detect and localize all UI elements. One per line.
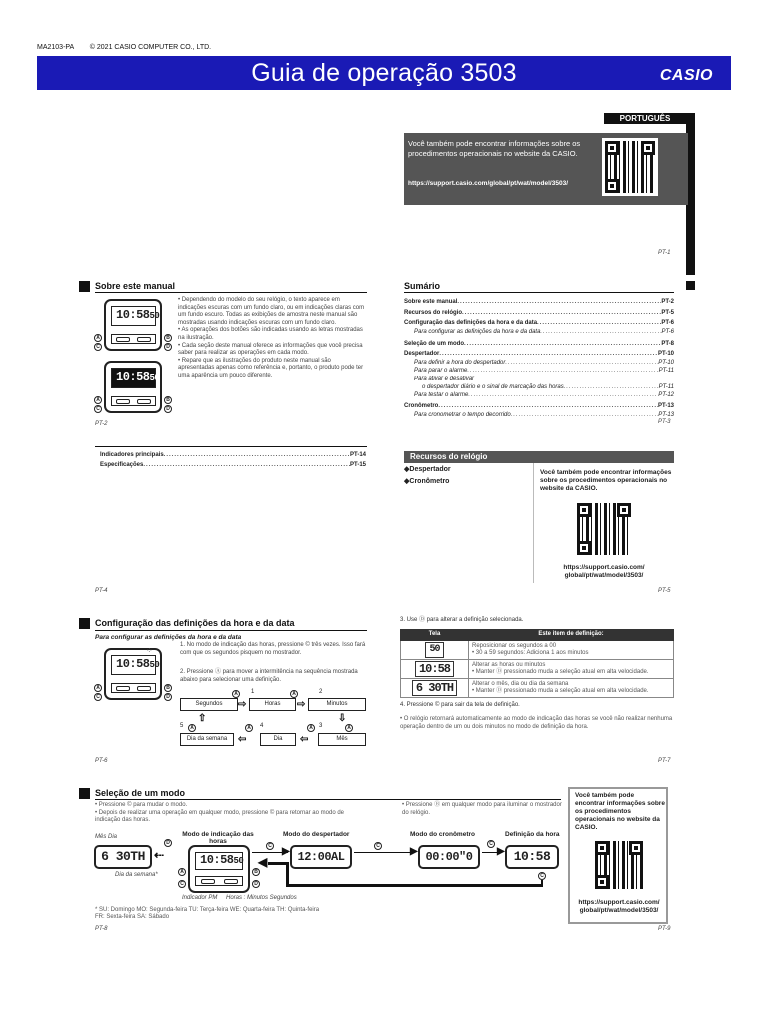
button-d-label: D: [164, 693, 172, 701]
flow-num: 2: [319, 689, 323, 695]
toc-item[interactable]: Para configurar as definições da hora e da data ..... PT-6: [404, 328, 674, 339]
page-number: PT-1: [658, 250, 671, 256]
divider: [95, 292, 367, 293]
button-b-label: B: [164, 396, 172, 404]
button-d-label: D: [164, 405, 172, 413]
button-a-label: A: [345, 724, 353, 732]
table-cell: Alterar o mês, dia ou dia da semana • Manter Ⓓ pressionado muda a seleção atual em alta velocidade.: [469, 678, 674, 697]
button-a-label: A: [290, 690, 298, 698]
mode-bullet-light: • Pressione Ⓑ em qualquer modo para iluminar o mostrador do relógio.: [402, 802, 562, 816]
return-line: [286, 884, 543, 887]
divider: [533, 463, 534, 583]
toc-item[interactable]: Para cronometrar o tempo decorrido ..... PT-13: [404, 411, 674, 419]
table-header: Este item de definição:: [469, 630, 674, 641]
arrow-left-icon: ⇦: [300, 734, 309, 745]
title-banner: [37, 56, 731, 90]
mode-label-timekeeping: Modo de indicação das horas: [182, 831, 254, 845]
list-item: • As operações dos botões são indicadas usando as letras mostradas na ilustração.: [178, 327, 363, 341]
lcd-alarm-display: 12:00AL: [290, 845, 352, 869]
page-number: PT-6: [95, 758, 108, 764]
features-info-text: Você também pode encontrar informações sobre os procedimentos operacionais no website da CASIO.: [540, 469, 672, 492]
features-url[interactable]: https://support.casio.com/ global/pt/wat/model/3503/: [563, 564, 645, 579]
casio-logo: CASIO: [659, 67, 713, 84]
table-of-contents: [404, 297, 674, 419]
config-step-3: 3. Use Ⓓ para alterar a definição selecionada.: [400, 617, 524, 623]
mode-info-url[interactable]: https://support.casio.com/ global/pt/wat/model/3503/: [578, 899, 660, 914]
lcd-date: 6 30TH: [412, 680, 457, 696]
flow-weekday: Dia da semana: [180, 733, 234, 746]
list-item: ◆Despertador: [404, 466, 451, 473]
arrow-right-icon: ▶: [497, 846, 505, 857]
mode-label-stopwatch: Modo do cronômetro: [410, 831, 475, 838]
button-c-label: C: [94, 343, 102, 351]
weekday-footnote: * SU: Domingo MO: Segunda-feira TU: Terça-feira WE: Quarta-feira TH: Quinta-feira FR: Sexta-feira SA: Sábado: [95, 907, 320, 920]
page-number: PT-2: [95, 421, 108, 427]
arrow-right-icon: ⇨: [238, 699, 247, 710]
cover-info-text: Você também pode encontrar informações sobre os procedimentos operacionais no website da CASIO.: [408, 139, 581, 158]
toc-item[interactable]: Para testar o alarme ..... PT-12: [404, 391, 674, 402]
config-step-1: 1. No modo de indicação das horas, pressione © três vezes. Isso fará com que os segundos pisquem no mostrador.: [180, 642, 366, 656]
button-c-label: C: [538, 872, 546, 880]
flow-month: Mês: [318, 733, 366, 746]
button-b-label: B: [252, 868, 260, 876]
mode-info-text: Você também pode encontrar informações sobre os procedimentos operacionais no website da CASIO.: [575, 792, 665, 831]
list-item: • Pressione © para mudar o modo.: [95, 802, 188, 808]
watch-illustration-dark: 10:5850: [104, 361, 162, 413]
table-header-row: [401, 630, 674, 641]
button-b-label: B: [164, 334, 172, 342]
config-subtitle: Para configurar as definições da hora e da data: [95, 634, 242, 641]
flow-hours: Horas: [249, 698, 296, 711]
page-title: Guia de operação 3503: [251, 59, 517, 87]
flow-minutes: Minutos: [308, 698, 366, 711]
button-a-label: A: [94, 396, 102, 404]
arrow-right-icon: ⇨: [297, 699, 306, 710]
button-c-label: C: [487, 840, 495, 848]
divider: [95, 446, 367, 447]
config-step-4: 4. Pressione © para sair da tela de definição.: [400, 702, 520, 708]
button-c-label: C: [94, 693, 102, 701]
lcd-stopwatch-display: 00:00"0: [418, 845, 480, 869]
settings-table: [400, 629, 674, 698]
section-title-config: Configuração das definições da hora e da data: [95, 618, 295, 628]
toc-item[interactable]: Seleção de um modo ..... PT-8: [404, 339, 674, 350]
toc-item[interactable]: Especificações ..... PT-15: [100, 460, 366, 470]
copyright: © 2021 CASIO COMPUTER CO., LTD.: [89, 44, 212, 51]
features-header: Recursos do relógio: [404, 451, 674, 463]
toc-item[interactable]: Despertador ..... PT-10: [404, 350, 674, 359]
arrow-right-icon: ▶: [410, 846, 418, 857]
mode-label-alarm: Modo do despertador: [283, 831, 350, 838]
toc-item[interactable]: Para definir a hora do despertador ..... PT-10: [404, 359, 674, 367]
section-title-mode: Seleção de um modo: [95, 788, 186, 798]
section-title-manual: Sobre este manual: [95, 281, 176, 291]
button-a-label: A: [178, 868, 186, 876]
button-d-label: D: [164, 343, 172, 351]
divider: [95, 799, 561, 800]
lcd-hours-minutes: 10:58: [415, 661, 454, 677]
button-a-label: A: [94, 334, 102, 342]
label-month-day: Mês Dia: [95, 834, 118, 840]
button-d-label: D: [252, 880, 260, 888]
lcd-seconds: 50: [425, 642, 443, 658]
flow-num: 5: [180, 723, 184, 729]
doc-code: MA2103-PA © 2021 CASIO COMPUTER CO., LTD.: [37, 44, 212, 51]
mode-info-box: [568, 787, 668, 924]
button-c-label: C: [94, 405, 102, 413]
table-cell: Reposicionar os segundos a 00 • 30 a 59 segundos: Adiciona 1 aos minutos: [469, 640, 674, 659]
toc-item[interactable]: Recursos do relógio ..... PT-5: [404, 308, 674, 319]
watch-timekeeping: 10:5850: [188, 845, 250, 893]
button-d-label: D: [164, 839, 172, 847]
button-a-label: A: [232, 690, 240, 698]
arrow-line: [354, 852, 414, 853]
table-cell: Alterar as horas ou minutos • Manter Ⓓ pressionado muda a seleção atual em alta velocidade.: [469, 659, 674, 678]
table-row: [401, 659, 674, 678]
mode-label-time-setting: Definição da hora: [505, 831, 560, 838]
cover-info-box: [404, 133, 688, 205]
section-marker: [79, 618, 90, 629]
features-list: [404, 466, 451, 487]
label-pm: Indicador PM: [182, 895, 218, 901]
list-item: • Depois de realizar uma operação em qualquer modo, pressione © para retornar ao modo de indicação das horas.: [95, 809, 344, 824]
arrow-right-icon: ▶: [282, 846, 290, 857]
arrow-dashed-icon: ⇠: [154, 848, 165, 862]
side-marker: [686, 281, 695, 290]
lcd-date-display: 6 30TH: [94, 845, 152, 869]
language-label: PORTUGUÊS: [604, 113, 686, 124]
arrow-left-icon: ◀: [258, 855, 268, 869]
page-number: PT-4: [95, 588, 108, 594]
button-c-label: C: [374, 842, 382, 850]
button-a-label: A: [188, 724, 196, 732]
list-item: ◆Cronômetro: [404, 477, 450, 485]
flow-num: 1: [251, 689, 255, 695]
flow-num: 4: [260, 723, 264, 729]
page-number: PT-5: [658, 588, 671, 594]
table-of-contents-cont: [100, 450, 366, 470]
list-item: • Repare que as ilustrações do produto neste manual são apresentadas apenas como referência e, portanto, o produto pode ter uma aparência um pouco diferente.: [178, 357, 364, 379]
arrow-up-icon: ⇧: [198, 713, 207, 724]
watch-illustration-light: 10:5850: [104, 299, 162, 351]
mode-bullets: [95, 802, 365, 825]
button-a-label: A: [245, 724, 253, 732]
config-note: • O relógio retornará automaticamente ao modo de indicação das horas se você não realizar nenhuma operação dentro de um ou dois minutos no modo de definição da hora.: [400, 716, 673, 730]
toc-item[interactable]: Configuração das definições da hora e da data ..... PT-6: [404, 319, 674, 328]
divider: [95, 630, 367, 631]
return-line: [286, 862, 289, 887]
toc-item: Para ativar e desativar: [414, 376, 475, 382]
button-c-label: C: [266, 842, 274, 850]
return-line: [268, 862, 289, 865]
flow-day: Dia: [260, 733, 296, 746]
qr-code-icon[interactable]: [592, 838, 646, 892]
arrow-down-icon: ⇩: [338, 713, 347, 724]
section-marker: [79, 788, 90, 799]
table-row: [401, 640, 674, 659]
config-step-2: 2. Pressione Ⓐ para mover a intermitência na sequência mostrada abaixo para selecionar uma definição.: [180, 669, 358, 683]
table-header: Tela: [401, 630, 469, 641]
section-title-summary: Sumário: [404, 281, 441, 291]
list-item: • Dependendo do modelo do seu relógio, o texto aparece em indicações escuras com um fundo claro, ou em indicações claras com um fundo escuro. Todas as exibições de amostra neste manual são mostradas usando indicações escuras com um fundo claro.: [178, 297, 365, 326]
flow-num: 3: [319, 723, 323, 729]
blink-icon: ⁘: [146, 646, 153, 655]
button-a-label: A: [307, 724, 315, 732]
button-a-label: A: [94, 684, 102, 692]
button-c-label: C: [178, 880, 186, 888]
manual-bullets: [178, 297, 366, 381]
page-number: PT-3: [658, 419, 671, 425]
toc-item[interactable]: Para parar o alarme ..... PT-11: [404, 367, 674, 376]
table-row: [401, 678, 674, 697]
cover-url[interactable]: https://support.casio.com/global/pt/wat/model/3503/: [408, 180, 568, 187]
arrow-left-icon: ⇦: [238, 734, 247, 745]
page-number: PT-9: [658, 926, 671, 932]
watch-illustration-setting: 10:5850: [104, 648, 162, 700]
button-b-label: B: [164, 684, 172, 692]
divider: [404, 292, 674, 293]
label-hms: Horas : Minutos Segundos: [226, 895, 297, 901]
qr-code-icon[interactable]: [574, 500, 634, 558]
section-marker: [79, 281, 90, 292]
toc-item[interactable]: o despertador diário e o sinal de marcação das horas ..... PT-11: [404, 383, 674, 391]
page-number: PT-8: [95, 926, 108, 932]
label-weekday: Dia da semana*: [115, 872, 158, 878]
toc-item[interactable]: Sobre este manual ..... PT-2: [404, 297, 674, 308]
toc-item[interactable]: Cronômetro ..... PT-13: [404, 402, 674, 411]
toc-item[interactable]: Indicadores principais ..... PT-14: [100, 450, 366, 460]
flow-seconds: Segundos: [180, 698, 238, 711]
list-item: • Cada seção deste manual oferece as informações que você precisa saber para realizar as operações em cada modo.: [178, 342, 363, 357]
page-number: PT-7: [658, 758, 671, 764]
lcd-time-setting-display: 10:58: [505, 845, 559, 869]
qr-code-icon[interactable]: [602, 138, 658, 196]
